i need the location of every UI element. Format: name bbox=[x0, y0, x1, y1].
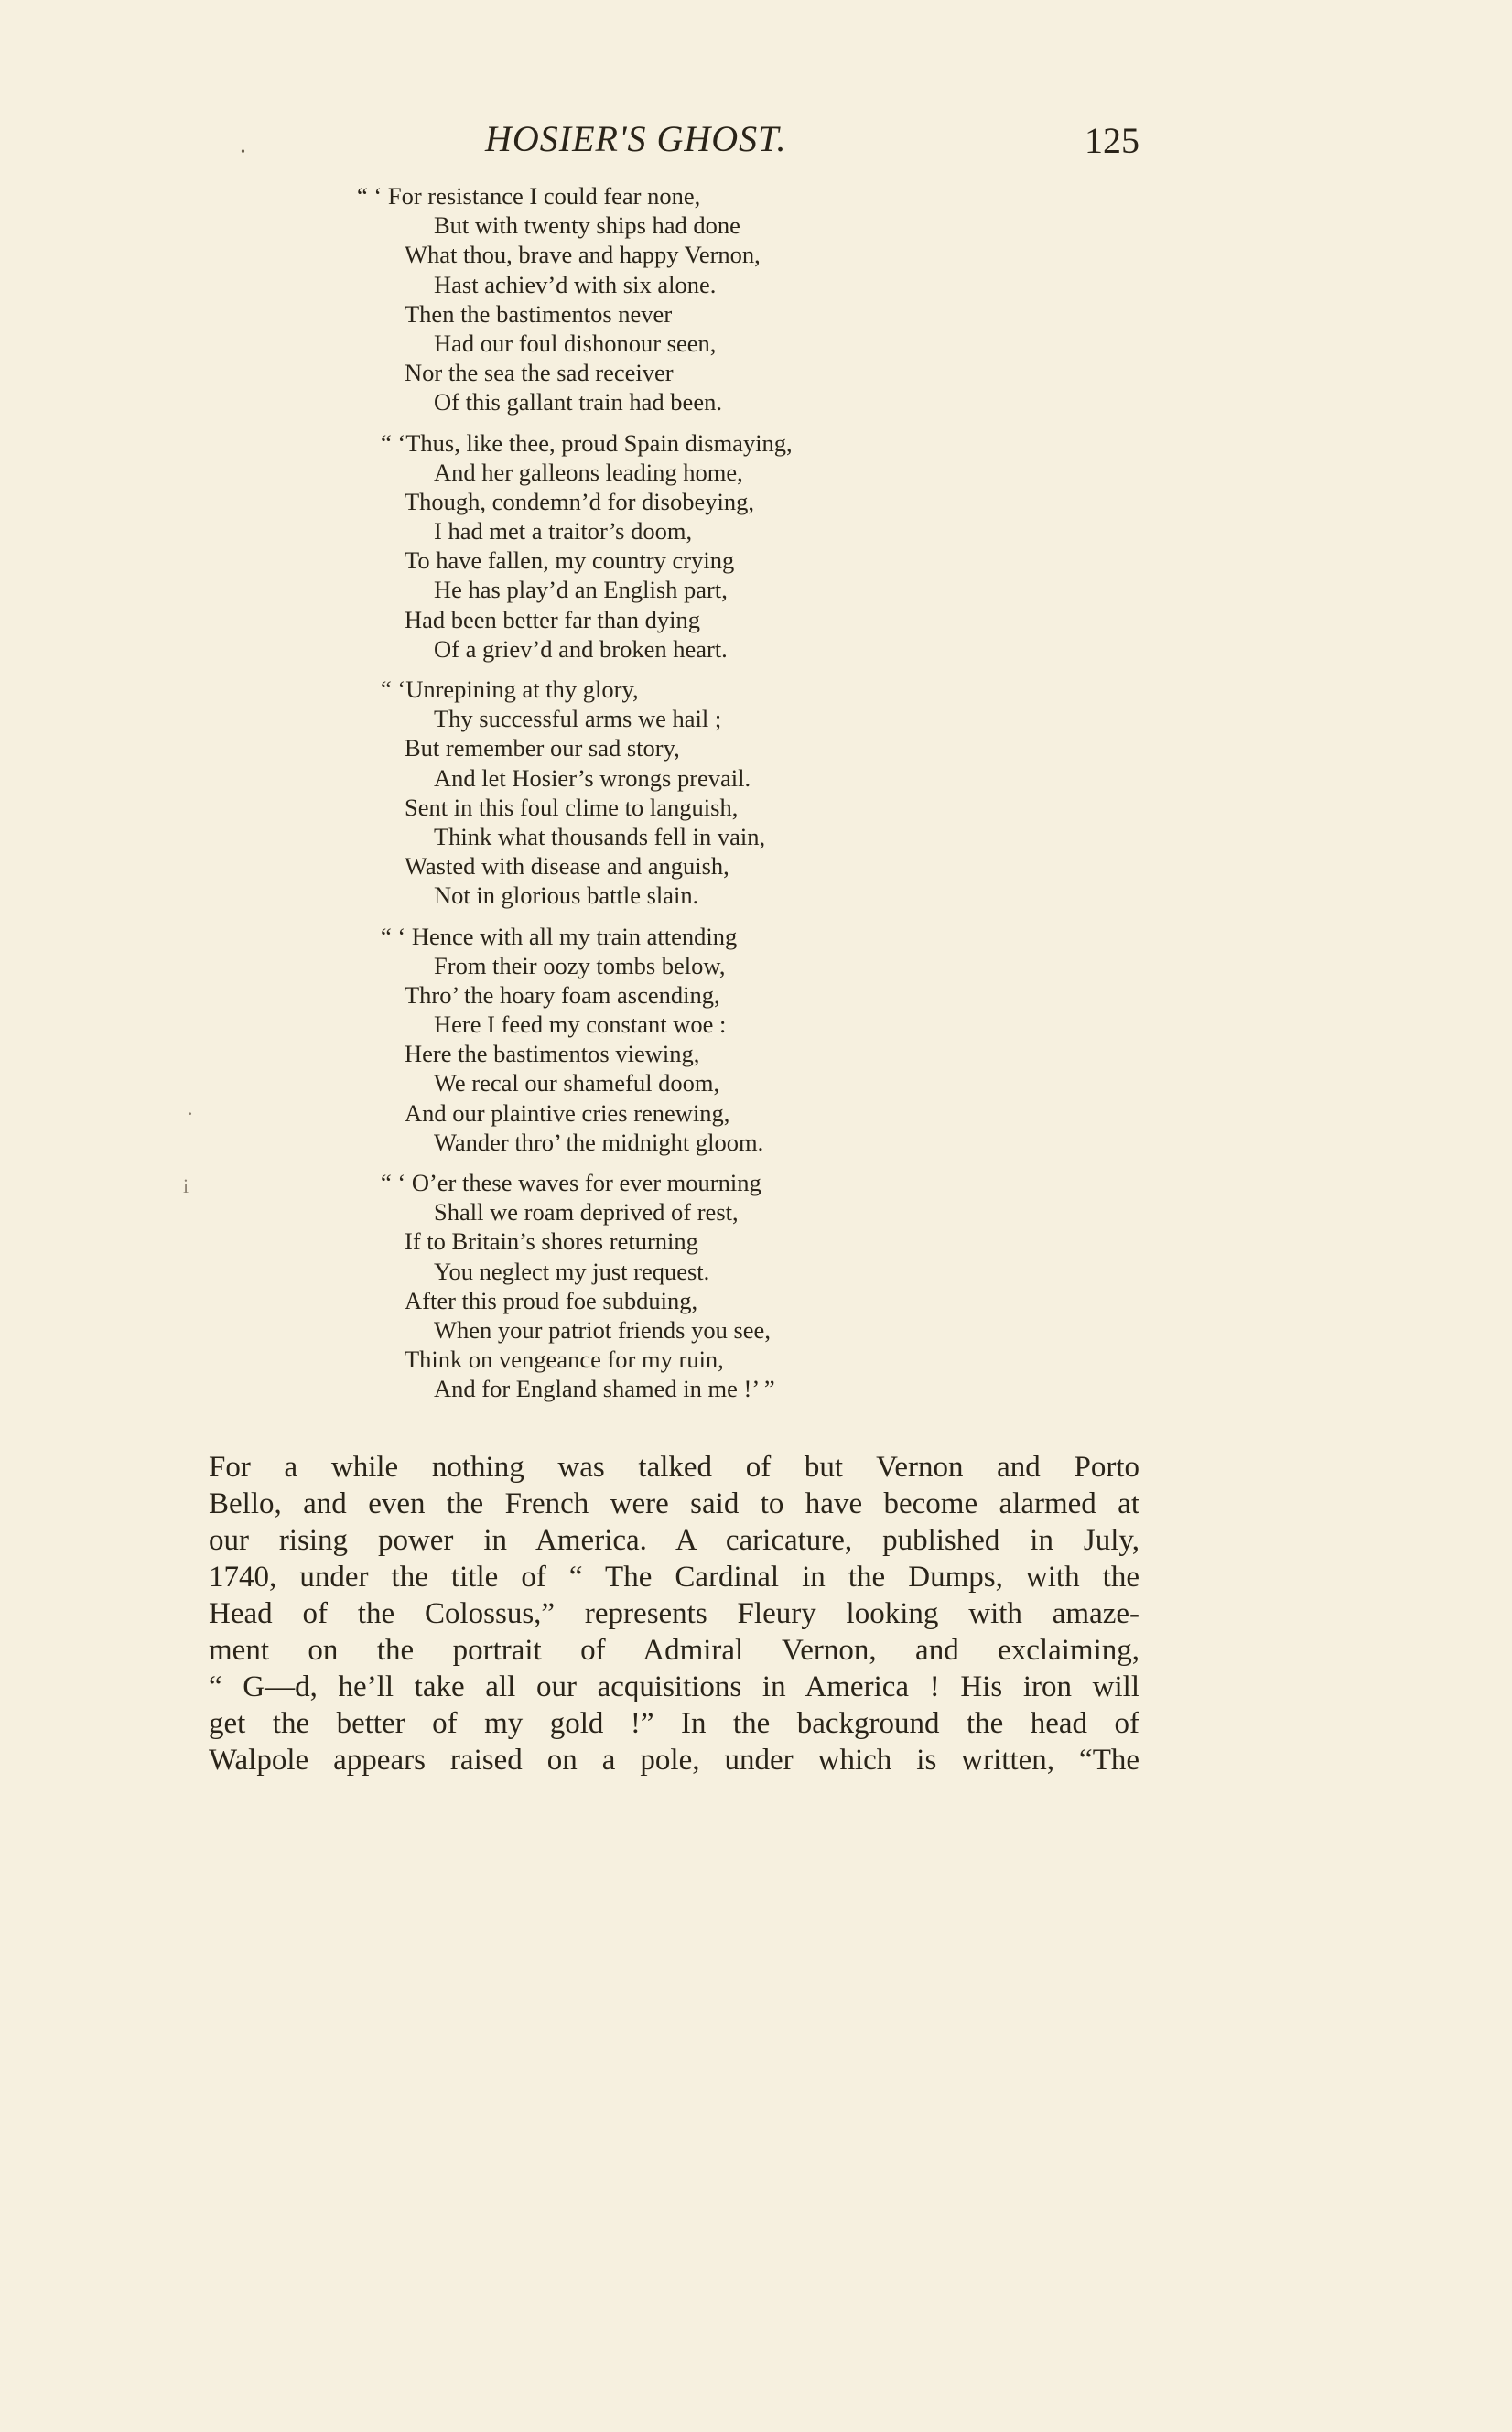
poem-line: After this proud foe subduing, bbox=[405, 1286, 698, 1314]
prose-line: our rising power in America. A caricature, published in July, bbox=[209, 1524, 1139, 1557]
poem-line: Had been better far than dying bbox=[405, 605, 701, 633]
stanza bbox=[357, 181, 1181, 417]
poem-line: Here I feed my constant woe : bbox=[434, 1011, 727, 1039]
poem-line: Think what thousands fell in vain, bbox=[434, 822, 766, 850]
prose-line: Head of the Colossus,” represents Fleury looking with amaze- bbox=[209, 1597, 1139, 1630]
prose-line: For a while nothing was talked of but Vernon and Porto bbox=[209, 1451, 1139, 1484]
poem-line: But with twenty ships had done bbox=[434, 211, 740, 240]
poem-line: Think on vengeance for my ruin, bbox=[405, 1346, 724, 1374]
margin-dot: . bbox=[188, 1097, 193, 1119]
stanza bbox=[357, 922, 1181, 1158]
poem-line: Here the bastimentos viewing, bbox=[405, 1040, 700, 1068]
poem-line: Sent in this foul clime to languish, bbox=[405, 793, 739, 821]
poem-line: We recal our shameful doom, bbox=[434, 1069, 720, 1097]
poem-line: And let Hosier’s wrongs prevail. bbox=[434, 763, 751, 792]
poem-line: Had our foul dishonour seen, bbox=[434, 329, 717, 357]
poem bbox=[357, 181, 1181, 1415]
stanza bbox=[357, 428, 1181, 665]
prose-paragraph bbox=[209, 1449, 1139, 1778]
poem-line: From their oozy tombs below, bbox=[434, 951, 726, 979]
poem-line: Not in glorious battle slain. bbox=[434, 881, 699, 910]
poem-line: If to Britain’s shores returning bbox=[405, 1227, 698, 1256]
prose-line: 1740, under the title of “ The Cardinal in the Dumps, with the bbox=[209, 1561, 1139, 1594]
poem-line: “ ‘Unrepining at thy glory, bbox=[381, 676, 639, 703]
poem-line: “ ‘ O’er these waves for ever mourning bbox=[381, 1169, 761, 1196]
poem-line: To have fallen, my country crying bbox=[405, 546, 735, 575]
poem-line: I had met a traitor’s doom, bbox=[434, 517, 693, 546]
prose-line: get the better of my gold !” In the background the head of bbox=[209, 1707, 1139, 1740]
poem-line: Wander thro’ the midnight gloom. bbox=[434, 1128, 764, 1156]
prose-line: Bello, and even the French were said to have become alarmed at bbox=[209, 1487, 1139, 1520]
page-number: 125 bbox=[1085, 120, 1139, 161]
poem-line: Though, condemn’d for disobeying, bbox=[405, 487, 754, 515]
poem-line: But remember our sad story, bbox=[405, 734, 680, 762]
poem-line: Hast achiev’d with six alone. bbox=[434, 270, 717, 298]
poem-line: When your patriot friends you see, bbox=[434, 1315, 771, 1344]
poem-line: What thou, brave and happy Vernon, bbox=[405, 241, 761, 269]
stanza bbox=[357, 675, 1181, 911]
page-header bbox=[0, 117, 1512, 172]
poem-line: He has play’d an English part, bbox=[434, 576, 728, 604]
poem-line: Thro’ the hoary foam ascending, bbox=[405, 980, 720, 1009]
prose-line: ment on the portrait of Admiral Vernon, and exclaiming, bbox=[209, 1634, 1139, 1667]
prose-line: Walpole appears raised on a pole, under which is written, “The bbox=[209, 1744, 1139, 1777]
running-title: HOSIER'S GHOST. bbox=[485, 118, 787, 159]
header-mark: ⸳ bbox=[240, 135, 246, 161]
poem-line: Shall we roam deprived of rest, bbox=[434, 1198, 739, 1227]
margin-letter: i bbox=[183, 1174, 189, 1197]
poem-line: And for England shamed in me !’ ” bbox=[434, 1375, 775, 1403]
poem-line: “ ‘ Hence with all my train attending bbox=[381, 922, 738, 950]
poem-line: You neglect my just request. bbox=[434, 1257, 710, 1285]
poem-line: Of a griev’d and broken heart. bbox=[434, 634, 728, 663]
poem-line: Wasted with disease and anguish, bbox=[405, 852, 729, 881]
poem-line: Of this gallant train had been. bbox=[434, 388, 722, 416]
poem-line: Then the bastimentos never bbox=[405, 299, 673, 328]
poem-line: “ ‘ For resistance I could fear none, bbox=[357, 182, 701, 210]
stanza bbox=[357, 1168, 1181, 1404]
poem-line: And our plaintive cries renewing, bbox=[405, 1098, 730, 1127]
poem-line: “ ‘Thus, like thee, proud Spain dismaying, bbox=[381, 428, 793, 457]
poem-line: Thy successful arms we hail ; bbox=[434, 705, 722, 733]
prose-line: “ G—d, he’ll take all our acquisitions in America ! His iron will bbox=[209, 1670, 1139, 1703]
poem-line: Nor the sea the sad receiver bbox=[405, 359, 674, 387]
poem-line: And her galleons leading home, bbox=[434, 458, 743, 486]
